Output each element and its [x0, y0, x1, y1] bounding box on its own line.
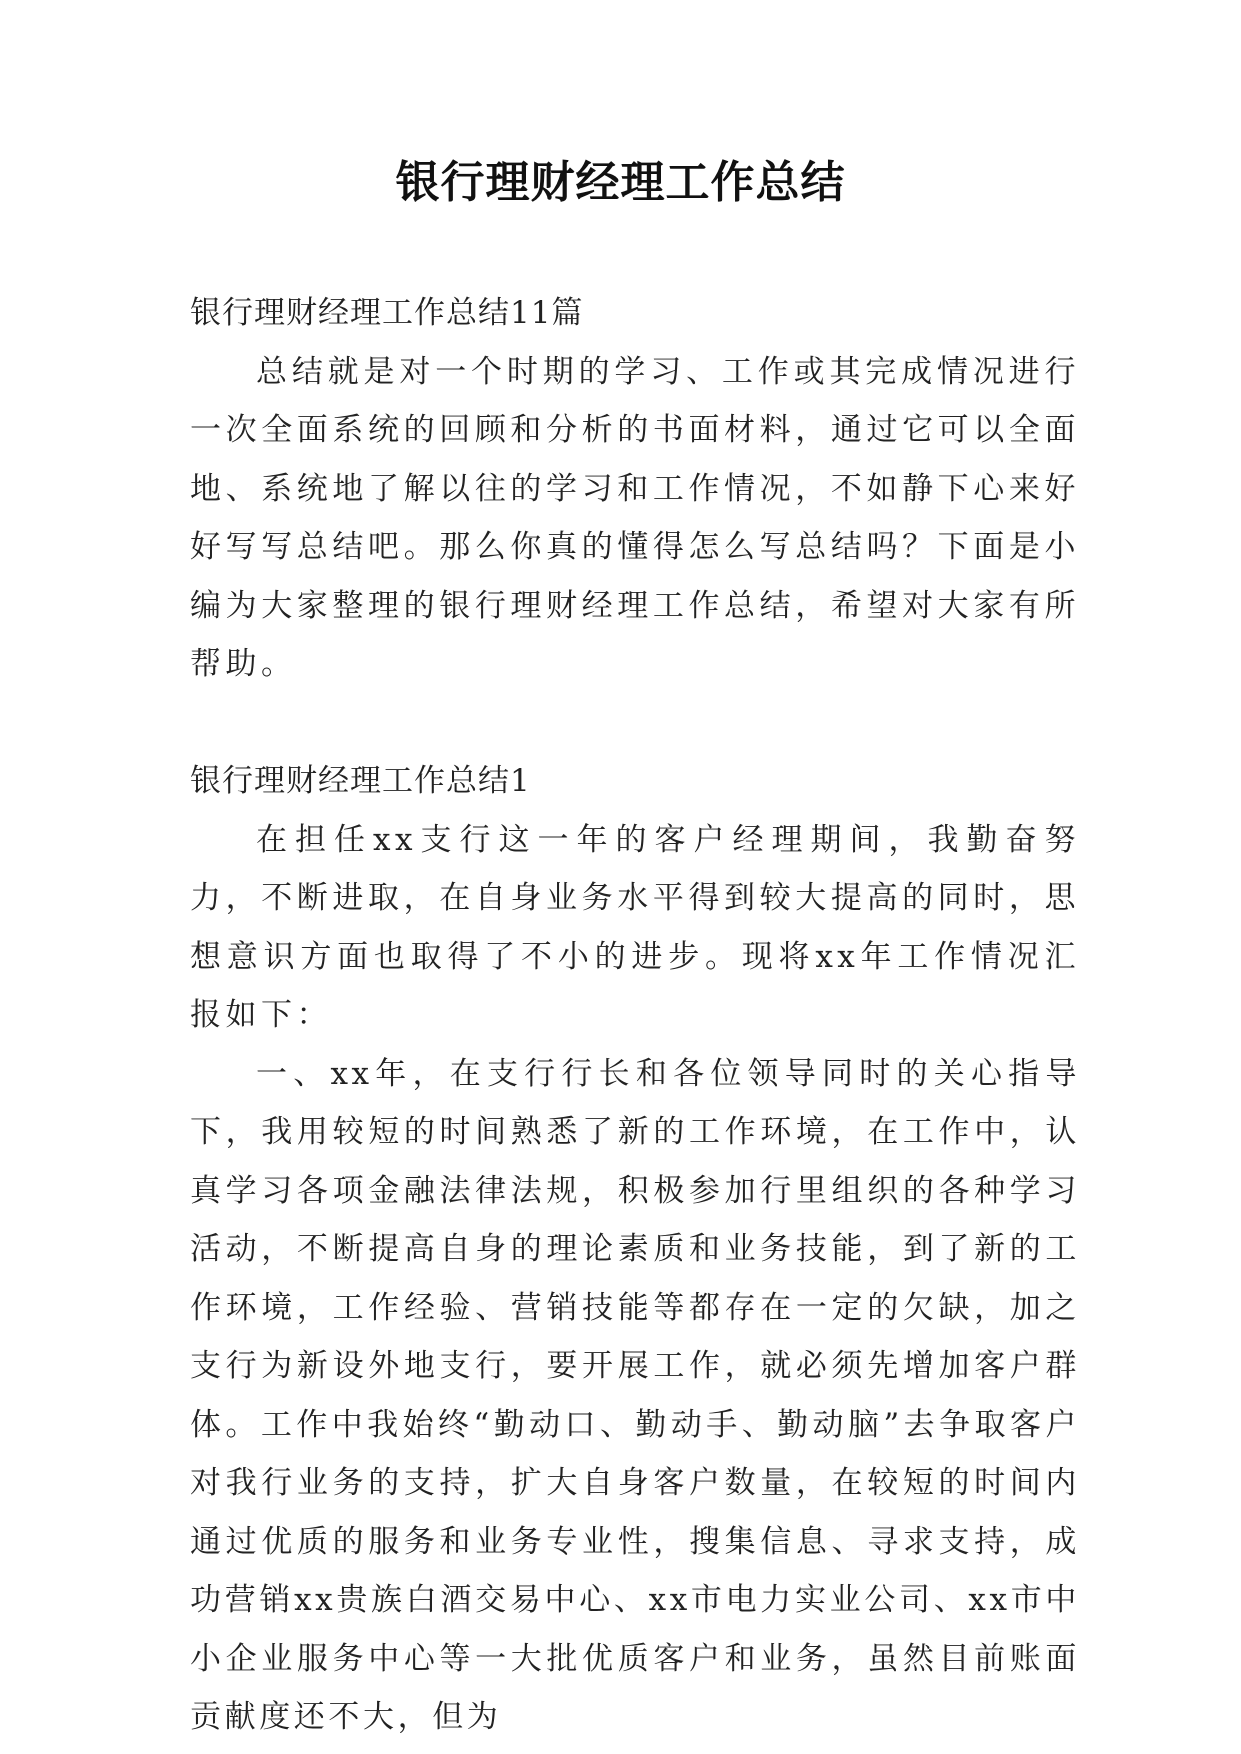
section1-heading: 银行理财经理工作总结1	[190, 763, 531, 799]
section1-paragraph-1: 在担任xx支行这一年的客户经理期间，我勤奋努力，不断进取，在自身业务水平得到较大提高的同时，思想意识方面也取得了不小的进步。现将xx年工作情况汇报如下：	[190, 821, 1080, 1033]
document-title: 银行理财经理工作总结	[395, 157, 846, 208]
intro-paragraph: 总结就是对一个时期的学习、工作或其完成情况进行一次全面系统的回顾和分析的书面材料，通过它可以全面地、系统地了解以往的学习和工作情况，不如静下心来好好写写总结吧。那么你真的懂得怎么写总结吗？下面是小编为大家整理的银行理财经理工作总结，希望对大家有所帮助。	[190, 353, 1080, 682]
intro-heading: 银行理财经理工作总结11篇	[190, 295, 584, 331]
document-body	[190, 284, 1080, 1747]
section-spacer	[190, 694, 1080, 753]
section1-paragraph-2: 一、xx年，在支行行长和各位领导同时的关心指导下，我用较短的时间熟悉了新的工作环境，在工作中，认真学习各项金融法律法规，积极参加行里组织的各种学习活动，不断提高自身的理论素质和业务技能，到了新的工作环境，工作经验、营销技能等都存在一定的欠缺，加之支行为新设外地支行，要开展工作，就必须先增加客户群体。工作中我始终“勤动口、勤动手、勤动脑”去争取客户对我行业务的支持，扩大自身客户数量，在较短的时间内通过优质的服务和业务专业性，搜集信息、寻求支持，成功营销xx贵族白酒交易中心、xx市电力实业公司、xx市中小企业服务中心等一大批优质客户和业务，虽然目前账面贡献度还不大，但为	[190, 1055, 1080, 1735]
